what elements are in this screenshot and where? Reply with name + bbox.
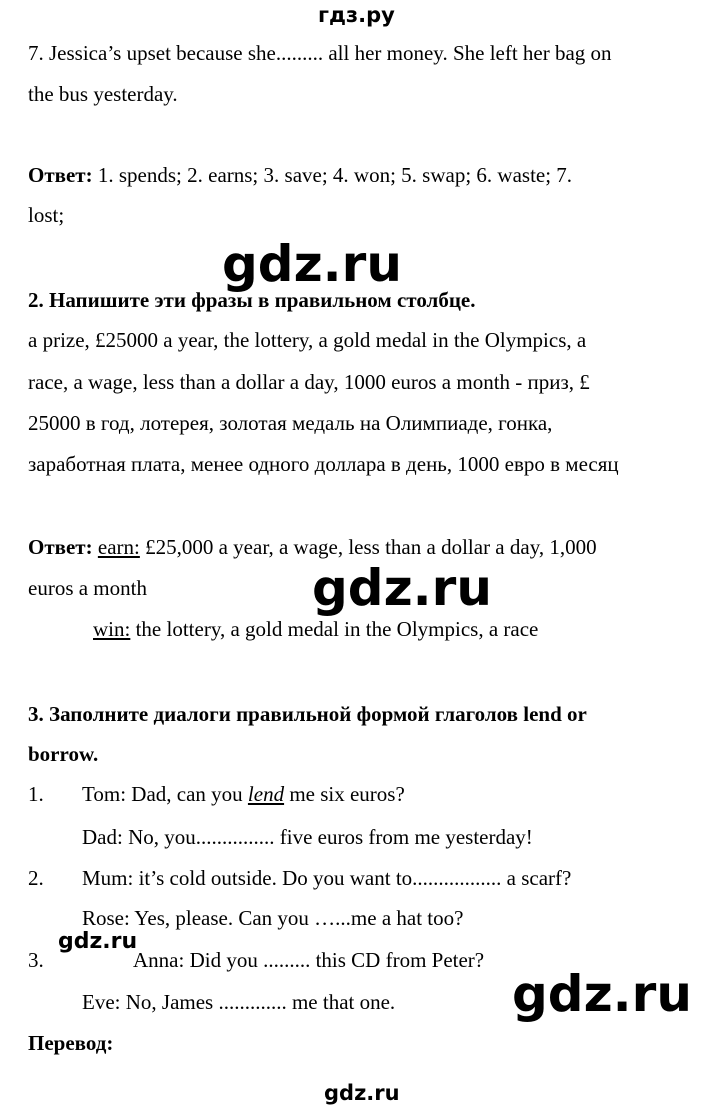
answer-label: Ответ: [28,163,93,187]
ex3-d1-line1 [82,782,405,807]
ex2-earn-line2: euros a month [28,576,147,600]
ex3-d3-line1: Anna: Did you ......... this CD from Peter? [133,948,485,972]
ex3-d1-number: 1. [28,782,44,806]
ex2-line2: race, a wage, less than a dollar a day, 1000 euros a month - приз, £ [28,370,590,394]
ex3-heading-line1: 3. Заполните диалоги правильной формой глаголов lend or [28,702,587,726]
answer-label: Ответ: [28,535,93,559]
watermark-logo: gdz.ru [512,965,692,1023]
ex1-answer-line1 [28,163,572,188]
ex1-item7-line1: 7. Jessica’s upset because she......... all her money. She left her bag on [28,41,612,65]
ex3-d1-line2: Dad: No, you............... five euros from me yesterday! [82,825,533,849]
ex2-line4: заработная плата, менее одного доллара в день, 1000 евро в месяц [28,452,619,476]
ex3-heading-line2: borrow. [28,742,99,766]
ex1-item7-line2: the bus yesterday. [28,82,178,106]
translation-label: Перевод: [28,1031,114,1055]
win-text: the lottery, a gold medal in the Olympics, a race [130,617,539,641]
ex2-line1: a prize, £25000 a year, the lottery, a gold medal in the Olympics, a [28,328,587,352]
ex3-d3-line2: Eve: No, James ............. me that one. [82,990,396,1014]
site-title: гдз.ру [318,3,395,27]
earn-label: earn: [97,535,140,559]
ex3-d3-number: 3. [28,948,44,972]
earn-text: £25,000 a year, a wage, less than a dollar a day, 1,000 [139,535,597,559]
ex2-line3: 25000 в год, лотерея, золотая медаль на Олимпиаде, гонка, [28,411,553,435]
footer-watermark: gdz.ru [324,1081,400,1105]
ex3-d2-line1: Mum: it’s cold outside. Do you want to................. a scarf? [82,866,572,890]
ex3-d1-line1-post: me six euros? [284,782,405,806]
watermark-logo: gdz.ru [312,559,492,617]
ex3-d2-line2: Rose: Yes, please. Can you …...me a hat too? [82,906,464,930]
ex2-answer-win [93,617,538,642]
ex2-heading: 2. Напишите эти фразы в правильном столбце. [28,288,476,312]
ex1-answer-line2: lost; [28,203,65,227]
watermark-logo: gdz.ru [222,235,402,293]
ex3-d1-line1-pre: Tom: Dad, can you [82,782,248,806]
ex2-answer-earn [28,535,597,560]
win-label: win: [93,617,131,641]
ex1-answer-text: 1. spends; 2. earns; 3. save; 4. won; 5. swap; 6. waste; 7. [92,163,573,187]
ex3-d2-number: 2. [28,866,44,890]
watermark-logo: gdz.ru [58,929,138,954]
ex3-d1-answer-word: lend [247,782,285,806]
